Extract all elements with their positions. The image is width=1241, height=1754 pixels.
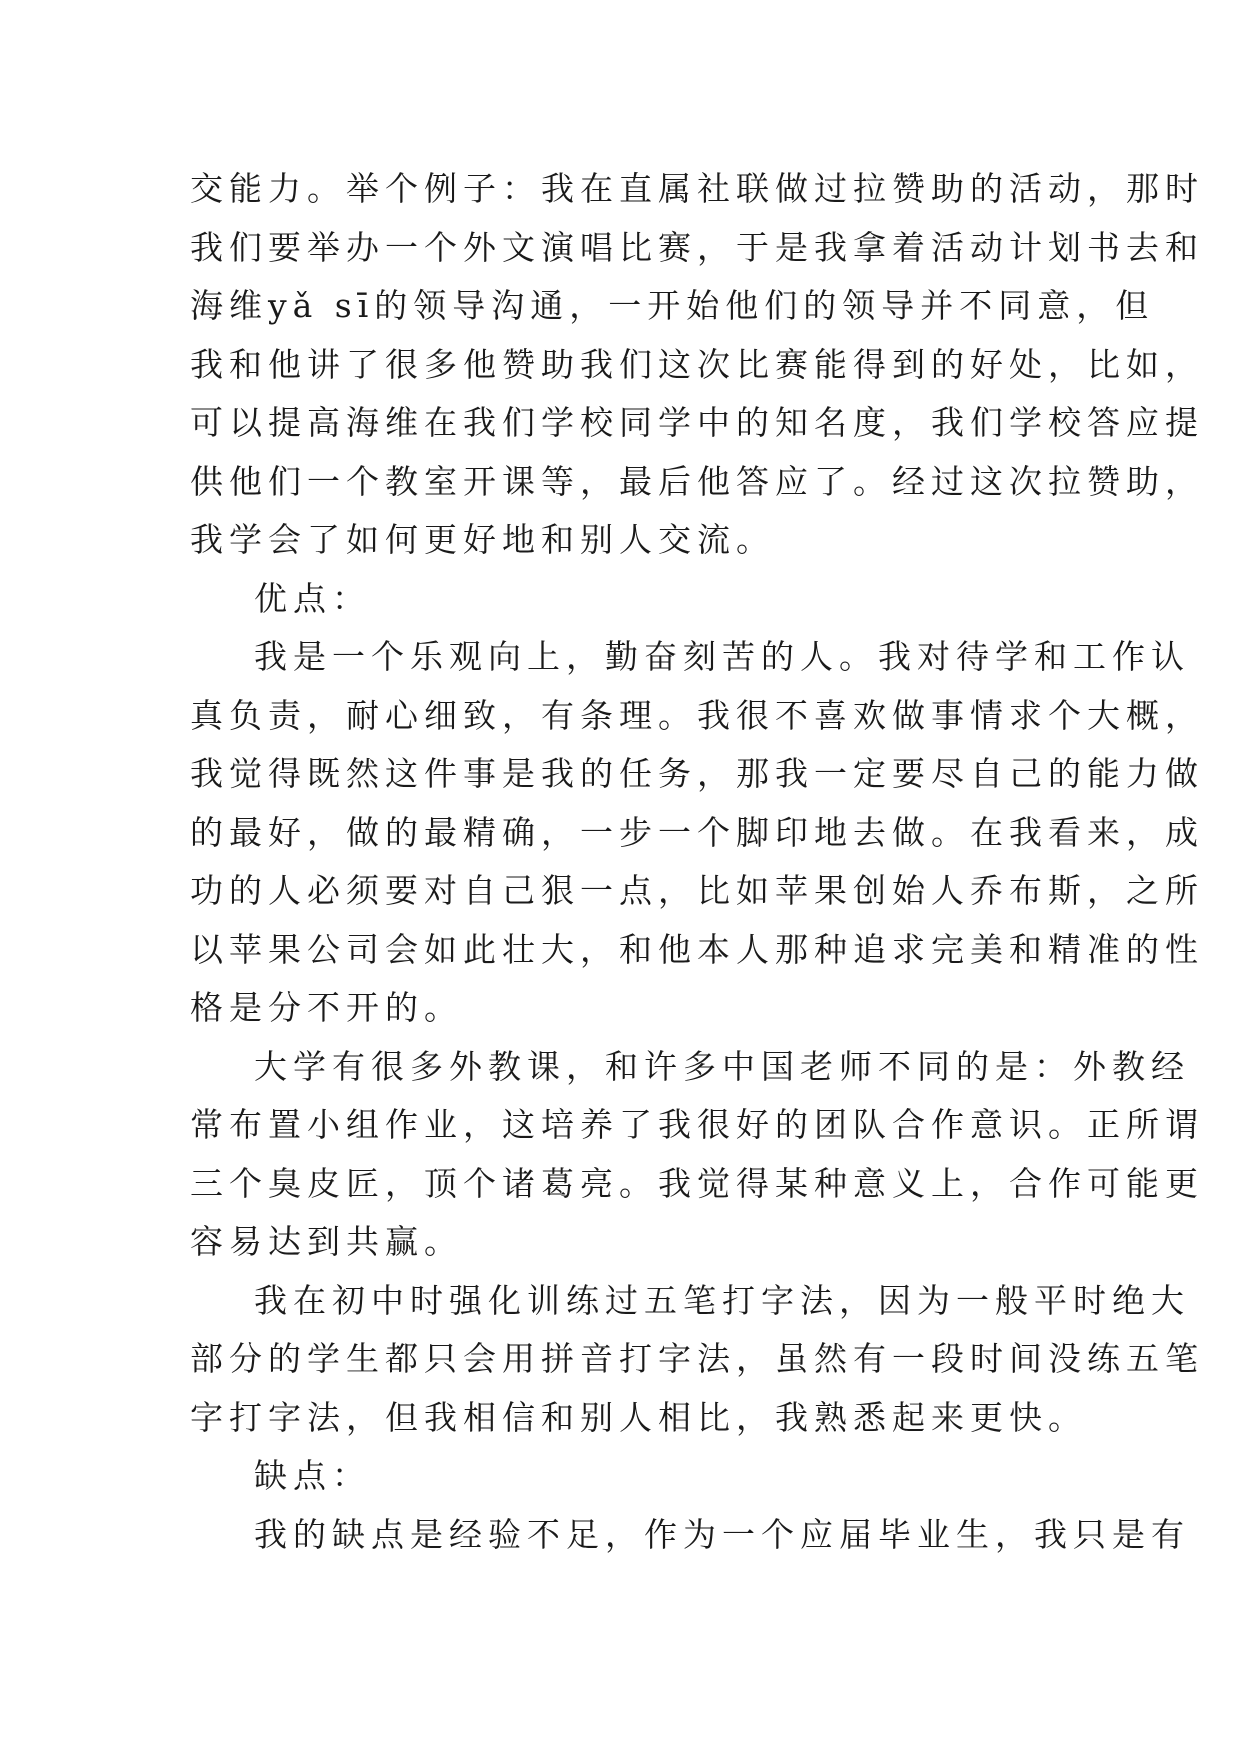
text-line: 交能力。举个例子：我在直属社联做过拉赞助的活动，那时 <box>190 169 1204 208</box>
text-line: 格是分不开的。 <box>190 988 463 1027</box>
text-line: 可以提高海维在我们学校同学中的知名度，我们学校答应提 <box>190 403 1204 442</box>
text-line: 大学有很多外教课，和许多中国老师不同的是：外教经 <box>254 1046 1190 1086</box>
section-heading-strengths: 优点： <box>254 578 371 618</box>
text-line: 我觉得既然这件事是我的任务，那我一定要尽自己的能力做 <box>190 754 1204 793</box>
text-line: 我在初中时强化训练过五笔打字法，因为一般平时绝大 <box>254 1280 1190 1320</box>
text-line: 功的人必须要对自己狠一点，比如苹果创始人乔布斯，之所 <box>190 871 1204 910</box>
text-line: 三个臭皮匠，顶个诸葛亮。我觉得某种意义上，合作可能更 <box>190 1163 1204 1203</box>
text-line: 我和他讲了很多他赞助我们这次比赛能得到的好处，比如， <box>190 344 1204 384</box>
text-line: 真负责，耐心细致，有条理。我很不喜欢做事情求个大概， <box>190 695 1204 735</box>
text-line: 我是一个乐观向上，勤奋刻苦的人。我对待学和工作认 <box>254 637 1190 676</box>
text-line: 供他们一个教室开课等，最后他答应了。经过这次拉赞助， <box>190 461 1204 501</box>
text-line: 常布置小组作业，这培养了我很好的团队合作意识。正所谓 <box>190 1105 1204 1144</box>
text-line: 我的缺点是经验不足，作为一个应届毕业生，我只是有 <box>254 1514 1190 1554</box>
text-line: 部分的学生都只会用拼音打字法，虽然有一段时间没练五笔 <box>190 1339 1204 1378</box>
text-line: 的最好，做的最精确，一步一个脚印地去做。在我看来，成 <box>190 812 1204 852</box>
text-line: 我们要举办一个外文演唱比赛，于是我拿着活动计划书去和 <box>190 227 1204 267</box>
text-line: 我学会了如何更好地和别人交流。 <box>190 520 775 559</box>
section-heading-weaknesses: 缺点： <box>254 1456 371 1495</box>
text-line: 容易达到共赢。 <box>190 1222 463 1261</box>
text-line: 字打字法，但我相信和别人相比，我熟悉起来更快。 <box>190 1397 1087 1437</box>
text-line: 海维yǎ sī的领导沟通，一开始他们的领导并不同意，但 <box>190 286 1155 325</box>
document-body <box>190 160 1204 1564</box>
text-line: 以苹果公司会如此壮大，和他本人那种追求完美和精准的性 <box>190 929 1204 969</box>
